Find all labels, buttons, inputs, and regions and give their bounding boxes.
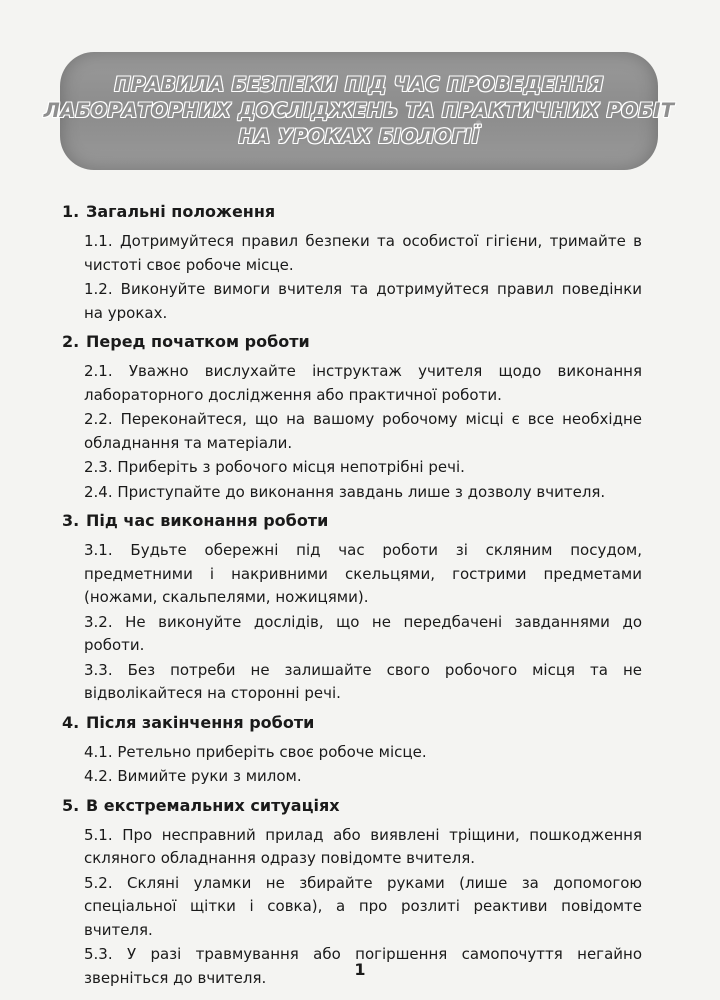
section-title: Після закінчення роботи (86, 712, 315, 732)
title-banner (43, 52, 675, 170)
section-heading (62, 330, 642, 354)
section-title: Під час виконання роботи (86, 511, 329, 530)
rule-item: 5.3. У разі травмування або погіршення самопочуття негайно зверніться до вчителя. (84, 945, 642, 987)
rule-item: 3.2. Не виконуйте дослідів, що не передбачені завданнями до роботи. (84, 612, 642, 654)
rule-item: 2.1. Уважно вислухайте інструктаж учителя щодо виконання лабораторного дослідження або практичної роботи. (84, 362, 642, 404)
rule-item: 4.2. Вимийте руки з милом. (84, 767, 302, 785)
rule-item: 5.1. Про несправний прилад або виявлені тріщини, пошкодження скляного обладнання одразу повідомте вчителя. (84, 825, 642, 867)
title-line-3: НА УРОКАХ БІОЛОГІЇ (238, 125, 480, 148)
title-line-1: ПРАВИЛА БЕЗПЕКИ ПІД ЧАС ПРОВЕДЕННЯ (114, 73, 604, 96)
section-number: 4. (62, 712, 80, 732)
rule-item: 3.3. Без потреби не залишайте свого робочого місця та не відволікайтеся на сторонні речі. (84, 660, 642, 702)
section-heading (62, 200, 642, 224)
rules-list (62, 200, 642, 995)
section-heading (62, 711, 642, 735)
section-heading (62, 509, 642, 533)
section-during-work (62, 509, 642, 706)
section-before-work (62, 330, 642, 504)
page-number: 1 (354, 960, 366, 979)
section-title: В екстремальних ситуаціях (86, 795, 340, 815)
section-title: Перед початком роботи (86, 332, 310, 351)
rule-item: 2.4. Приступайте до виконання завдань лише з дозволу вчителя. (84, 482, 606, 501)
rule-item: 1.2. Виконуйте вимоги вчителя та дотримуйтеся правил поведінки на уроках. (84, 280, 642, 322)
section-number: 3. (62, 511, 80, 530)
section-number: 1. (62, 202, 80, 221)
section-number: 2. (62, 332, 80, 351)
rule-item: 3.1. Будьте обережні під час роботи зі скляним посудом, предметними і накривними скельцями, гострими предметами (ножами, скальпелями, ножицями). (84, 541, 642, 606)
section-title: Загальні положення (86, 202, 276, 221)
rule-item: 2.2. Переконайтеся, що на вашому робочому місці є все необхідне обладнання та матеріали. (84, 410, 642, 452)
rule-item: 1.1. Дотримуйтеся правил безпеки та особистої гігієни, тримайте в чистоті своє робоче місце. (84, 232, 642, 274)
section-heading (62, 794, 642, 818)
section-number: 5. (62, 795, 80, 815)
rule-item: 4.1. Ретельно приберіть своє робоче місце. (84, 742, 427, 761)
section-after-work (62, 711, 642, 789)
rule-item: 2.3. Приберіть з робочого місця непотрібні речі. (84, 458, 465, 476)
title-line-2: ЛАБОРАТОРНИХ ДОСЛІДЖЕНЬ ТА ПРАКТИЧНИХ РОБІТ (43, 99, 675, 122)
section-general (62, 200, 642, 325)
rule-item: 5.2. Скляні уламки не збирайте руками (лише за допомогою спеціальної щітки і совка), а про розлиті реактиви повідомте вчителя. (84, 873, 642, 939)
